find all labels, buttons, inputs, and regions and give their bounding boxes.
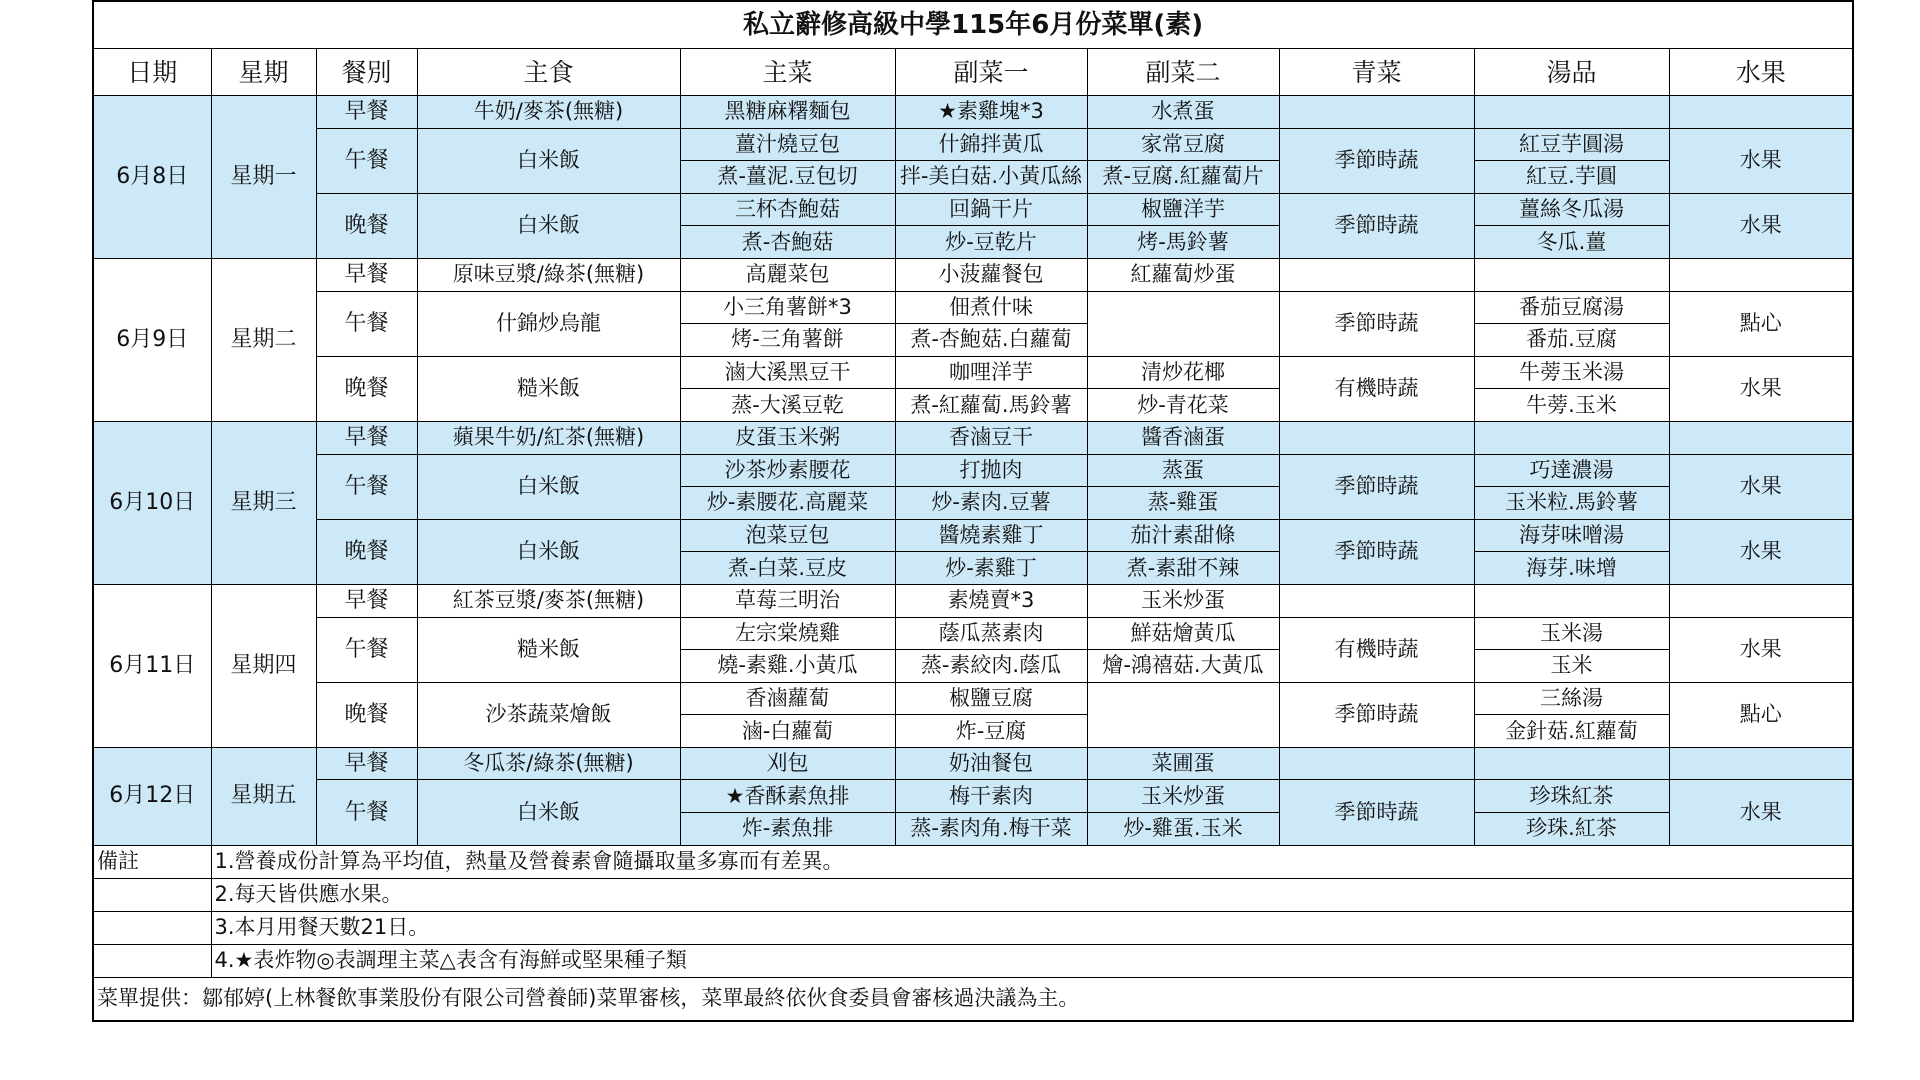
main-dish-cell: 炒-素腰花.高麗菜	[680, 487, 895, 520]
meal-cell: 午餐	[316, 617, 417, 682]
meal-cell: 晚餐	[316, 519, 417, 584]
vegetable-cell	[1279, 584, 1474, 617]
soup-cell: 冬瓜.薑	[1474, 226, 1669, 259]
side-dish-1-cell: 椒鹽豆腐	[895, 682, 1087, 715]
notes-section	[93, 845, 1853, 1021]
notes-label: 備註	[93, 845, 211, 878]
column-header: 青菜	[1279, 49, 1474, 96]
main-dish-cell: 炸-素魚排	[680, 813, 895, 846]
staple-cell: 冬瓜茶/綠茶(無糖)	[417, 747, 680, 780]
column-header: 餐別	[316, 49, 417, 96]
side-dish-2-cell: 炒-雞蛋.玉米	[1087, 813, 1279, 846]
meal-cell: 晚餐	[316, 193, 417, 258]
vegetable-cell	[1279, 747, 1474, 780]
menu-row	[93, 291, 1853, 324]
side-dish-1-cell: 蔭瓜蒸素肉	[895, 617, 1087, 650]
fruit-cell	[1669, 747, 1853, 780]
fruit-cell	[1669, 421, 1853, 454]
date-cell: 6月11日	[93, 584, 211, 747]
side-dish-1-cell: 梅干素肉	[895, 780, 1087, 813]
staple-cell: 紅茶豆漿/麥茶(無糖)	[417, 584, 680, 617]
note-item: 1.營養成份計算為平均值，熱量及營養素會隨攝取量多寡而有差異。	[211, 845, 1853, 878]
date-cell: 6月9日	[93, 258, 211, 421]
notes-label-spacer	[93, 944, 211, 977]
column-header: 副菜二	[1087, 49, 1279, 96]
side-dish-1-cell: 蒸-素肉角.梅干菜	[895, 813, 1087, 846]
side-dish-2-cell: 鮮菇燴黃瓜	[1087, 617, 1279, 650]
side-dish-1-cell: 炸-豆腐	[895, 715, 1087, 748]
side-dish-2-cell: 炒-青花菜	[1087, 389, 1279, 422]
side-dish-2-cell: 椒鹽洋芋	[1087, 193, 1279, 226]
side-dish-2-cell: 水煮蛋	[1087, 96, 1279, 129]
fruit-cell	[1669, 584, 1853, 617]
soup-cell: 番茄豆腐湯	[1474, 291, 1669, 324]
soup-cell: 海芽.味增	[1474, 552, 1669, 585]
column-header: 日期	[93, 49, 211, 96]
menu-row	[93, 356, 1853, 389]
meal-cell: 午餐	[316, 291, 417, 356]
side-dish-2-cell: 蒸蛋	[1087, 454, 1279, 487]
side-dish-1-cell: ★素雞塊*3	[895, 96, 1087, 129]
menu-row	[93, 519, 1853, 552]
side-dish-2-cell: 家常豆腐	[1087, 128, 1279, 161]
main-dish-cell: 小三角薯餅*3	[680, 291, 895, 324]
main-dish-cell: 三杯杏鮑菇	[680, 193, 895, 226]
vegetable-cell: 季節時蔬	[1279, 519, 1474, 584]
soup-cell: 番茄.豆腐	[1474, 324, 1669, 357]
side-dish-2-cell: 烤-馬鈴薯	[1087, 226, 1279, 259]
meal-cell: 早餐	[316, 258, 417, 291]
staple-cell: 牛奶/麥茶(無糖)	[417, 96, 680, 129]
weekday-cell: 星期四	[211, 584, 316, 747]
weekday-cell: 星期三	[211, 421, 316, 584]
column-header: 星期	[211, 49, 316, 96]
main-dish-cell: 蒸-大溪豆乾	[680, 389, 895, 422]
fruit-cell: 點心	[1669, 291, 1853, 356]
soup-cell: 牛蒡.玉米	[1474, 389, 1669, 422]
date-cell: 6月10日	[93, 421, 211, 584]
notes-label-spacer	[93, 878, 211, 911]
side-dish-1-cell: 咖哩洋芋	[895, 356, 1087, 389]
side-dish-2-cell	[1087, 291, 1279, 356]
side-dish-1-cell: 炒-豆乾片	[895, 226, 1087, 259]
fruit-cell: 水果	[1669, 193, 1853, 258]
menu-sheet	[92, 0, 1852, 1022]
main-dish-cell: 燒-素雞.小黃瓜	[680, 650, 895, 683]
meal-cell: 晚餐	[316, 356, 417, 421]
fruit-cell: 水果	[1669, 454, 1853, 519]
fruit-cell	[1669, 96, 1853, 129]
staple-cell: 白米飯	[417, 780, 680, 845]
side-dish-1-cell: 炒-素雞丁	[895, 552, 1087, 585]
menu-row	[93, 421, 1853, 454]
main-dish-cell: 煮-白菜.豆皮	[680, 552, 895, 585]
menu-row	[93, 96, 1853, 129]
side-dish-2-cell	[1087, 682, 1279, 747]
vegetable-cell: 季節時蔬	[1279, 193, 1474, 258]
fruit-cell: 點心	[1669, 682, 1853, 747]
main-dish-cell: 高麗菜包	[680, 258, 895, 291]
weekday-cell: 星期二	[211, 258, 316, 421]
main-dish-cell: 黑糖麻糬麵包	[680, 96, 895, 129]
meal-cell: 早餐	[316, 584, 417, 617]
menu-provider-footer: 菜單提供：鄒郁婷(上林餐飲事業股份有限公司營養師)菜單審核，菜單最終依伙食委員會審核過決議為主。	[93, 977, 1853, 1021]
soup-cell: 海芽味噌湯	[1474, 519, 1669, 552]
meal-cell: 午餐	[316, 128, 417, 193]
column-header: 主菜	[680, 49, 895, 96]
menu-row	[93, 258, 1853, 291]
vegetable-cell	[1279, 258, 1474, 291]
side-dish-2-cell: 玉米炒蛋	[1087, 584, 1279, 617]
vegetable-cell	[1279, 96, 1474, 129]
side-dish-1-cell: 拌-美白菇.小黃瓜絲	[895, 161, 1087, 194]
side-dish-2-cell: 醬香滷蛋	[1087, 421, 1279, 454]
date-cell: 6月8日	[93, 96, 211, 259]
main-dish-cell: 煮-薑泥.豆包切	[680, 161, 895, 194]
soup-cell: 巧達濃湯	[1474, 454, 1669, 487]
notes-label-spacer	[93, 911, 211, 944]
staple-cell: 什錦炒烏龍	[417, 291, 680, 356]
staple-cell: 原味豆漿/綠茶(無糖)	[417, 258, 680, 291]
vegetable-cell: 有機時蔬	[1279, 617, 1474, 682]
soup-cell: 玉米粒.馬鈴薯	[1474, 487, 1669, 520]
fruit-cell: 水果	[1669, 780, 1853, 845]
soup-cell: 紅豆芋圓湯	[1474, 128, 1669, 161]
note-item: 3.本月用餐天數21日。	[211, 911, 1853, 944]
menu-title: 私立辭修高級中學115年6月份菜單(素)	[93, 1, 1853, 49]
soup-cell	[1474, 96, 1669, 129]
side-dish-1-cell: 煮-杏鮑菇.白蘿蔔	[895, 324, 1087, 357]
menu-row	[93, 193, 1853, 226]
staple-cell: 白米飯	[417, 193, 680, 258]
menu-table	[92, 0, 1854, 1022]
main-dish-cell: 薑汁燒豆包	[680, 128, 895, 161]
menu-row	[93, 584, 1853, 617]
vegetable-cell	[1279, 421, 1474, 454]
side-dish-2-cell: 煮-豆腐.紅蘿蔔片	[1087, 161, 1279, 194]
fruit-cell: 水果	[1669, 519, 1853, 584]
vegetable-cell: 季節時蔬	[1279, 291, 1474, 356]
main-dish-cell: 香滷蘿蔔	[680, 682, 895, 715]
column-header: 湯品	[1474, 49, 1669, 96]
weekday-cell: 星期一	[211, 96, 316, 259]
side-dish-1-cell: 香滷豆干	[895, 421, 1087, 454]
main-dish-cell: 皮蛋玉米粥	[680, 421, 895, 454]
main-dish-cell: 左宗棠燒雞	[680, 617, 895, 650]
staple-cell: 白米飯	[417, 519, 680, 584]
meal-cell: 晚餐	[316, 682, 417, 747]
vegetable-cell: 有機時蔬	[1279, 356, 1474, 421]
menu-row	[93, 780, 1853, 813]
column-header-row	[93, 49, 1853, 96]
fruit-cell	[1669, 258, 1853, 291]
main-dish-cell: 刈包	[680, 747, 895, 780]
staple-cell: 白米飯	[417, 454, 680, 519]
side-dish-1-cell: 素燒賣*3	[895, 584, 1087, 617]
side-dish-1-cell: 奶油餐包	[895, 747, 1087, 780]
staple-cell: 蘋果牛奶/紅茶(無糖)	[417, 421, 680, 454]
side-dish-1-cell: 醬燒素雞丁	[895, 519, 1087, 552]
side-dish-1-cell: 回鍋干片	[895, 193, 1087, 226]
soup-cell	[1474, 421, 1669, 454]
side-dish-1-cell: 炒-素肉.豆薯	[895, 487, 1087, 520]
vegetable-cell: 季節時蔬	[1279, 128, 1474, 193]
main-dish-cell: ★香酥素魚排	[680, 780, 895, 813]
fruit-cell: 水果	[1669, 356, 1853, 421]
side-dish-2-cell: 茄汁素甜條	[1087, 519, 1279, 552]
side-dish-1-cell: 蒸-素絞肉.蔭瓜	[895, 650, 1087, 683]
menu-row	[93, 682, 1853, 715]
meal-cell: 午餐	[316, 780, 417, 845]
staple-cell: 糙米飯	[417, 356, 680, 421]
meal-cell: 早餐	[316, 421, 417, 454]
menu-row	[93, 747, 1853, 780]
column-header: 水果	[1669, 49, 1853, 96]
soup-cell: 珍珠.紅茶	[1474, 813, 1669, 846]
meal-cell: 早餐	[316, 96, 417, 129]
staple-cell: 白米飯	[417, 128, 680, 193]
side-dish-2-cell: 清炒花椰	[1087, 356, 1279, 389]
soup-cell	[1474, 584, 1669, 617]
meal-cell: 午餐	[316, 454, 417, 519]
day-block	[93, 258, 1853, 421]
side-dish-1-cell: 佃煮什味	[895, 291, 1087, 324]
side-dish-2-cell: 燴-鴻禧菇.大黃瓜	[1087, 650, 1279, 683]
soup-cell: 薑絲冬瓜湯	[1474, 193, 1669, 226]
soup-cell	[1474, 747, 1669, 780]
day-block	[93, 96, 1853, 259]
side-dish-1-cell: 煮-紅蘿蔔.馬鈴薯	[895, 389, 1087, 422]
day-block	[93, 584, 1853, 747]
side-dish-1-cell: 小菠蘿餐包	[895, 258, 1087, 291]
side-dish-1-cell: 什錦拌黃瓜	[895, 128, 1087, 161]
soup-cell: 牛蒡玉米湯	[1474, 356, 1669, 389]
main-dish-cell: 泡菜豆包	[680, 519, 895, 552]
soup-cell: 金針菇.紅蘿蔔	[1474, 715, 1669, 748]
weekday-cell: 星期五	[211, 747, 316, 845]
staple-cell: 沙茶蔬菜燴飯	[417, 682, 680, 747]
side-dish-2-cell: 菜圃蛋	[1087, 747, 1279, 780]
main-dish-cell: 草莓三明治	[680, 584, 895, 617]
soup-cell: 珍珠紅茶	[1474, 780, 1669, 813]
soup-cell: 紅豆.芋圓	[1474, 161, 1669, 194]
day-block	[93, 747, 1853, 845]
main-dish-cell: 煮-杏鮑菇	[680, 226, 895, 259]
note-item: 4.★表炸物◎表調理主菜△表含有海鮮或堅果種子類	[211, 944, 1853, 977]
fruit-cell: 水果	[1669, 128, 1853, 193]
soup-cell: 三絲湯	[1474, 682, 1669, 715]
side-dish-1-cell: 打拋肉	[895, 454, 1087, 487]
soup-cell: 玉米	[1474, 650, 1669, 683]
main-dish-cell: 滷大溪黑豆干	[680, 356, 895, 389]
note-item: 2.每天皆供應水果。	[211, 878, 1853, 911]
vegetable-cell: 季節時蔬	[1279, 780, 1474, 845]
soup-cell: 玉米湯	[1474, 617, 1669, 650]
vegetable-cell: 季節時蔬	[1279, 454, 1474, 519]
staple-cell: 糙米飯	[417, 617, 680, 682]
main-dish-cell: 滷-白蘿蔔	[680, 715, 895, 748]
meal-cell: 早餐	[316, 747, 417, 780]
side-dish-2-cell: 玉米炒蛋	[1087, 780, 1279, 813]
side-dish-2-cell: 蒸-雞蛋	[1087, 487, 1279, 520]
side-dish-2-cell: 煮-素甜不辣	[1087, 552, 1279, 585]
menu-row	[93, 454, 1853, 487]
menu-row	[93, 617, 1853, 650]
column-header: 主食	[417, 49, 680, 96]
column-header: 副菜一	[895, 49, 1087, 96]
side-dish-2-cell: 紅蘿蔔炒蛋	[1087, 258, 1279, 291]
fruit-cell: 水果	[1669, 617, 1853, 682]
main-dish-cell: 烤-三角薯餅	[680, 324, 895, 357]
menu-row	[93, 128, 1853, 161]
main-dish-cell: 沙茶炒素腰花	[680, 454, 895, 487]
day-block	[93, 421, 1853, 584]
vegetable-cell: 季節時蔬	[1279, 682, 1474, 747]
date-cell: 6月12日	[93, 747, 211, 845]
soup-cell	[1474, 258, 1669, 291]
